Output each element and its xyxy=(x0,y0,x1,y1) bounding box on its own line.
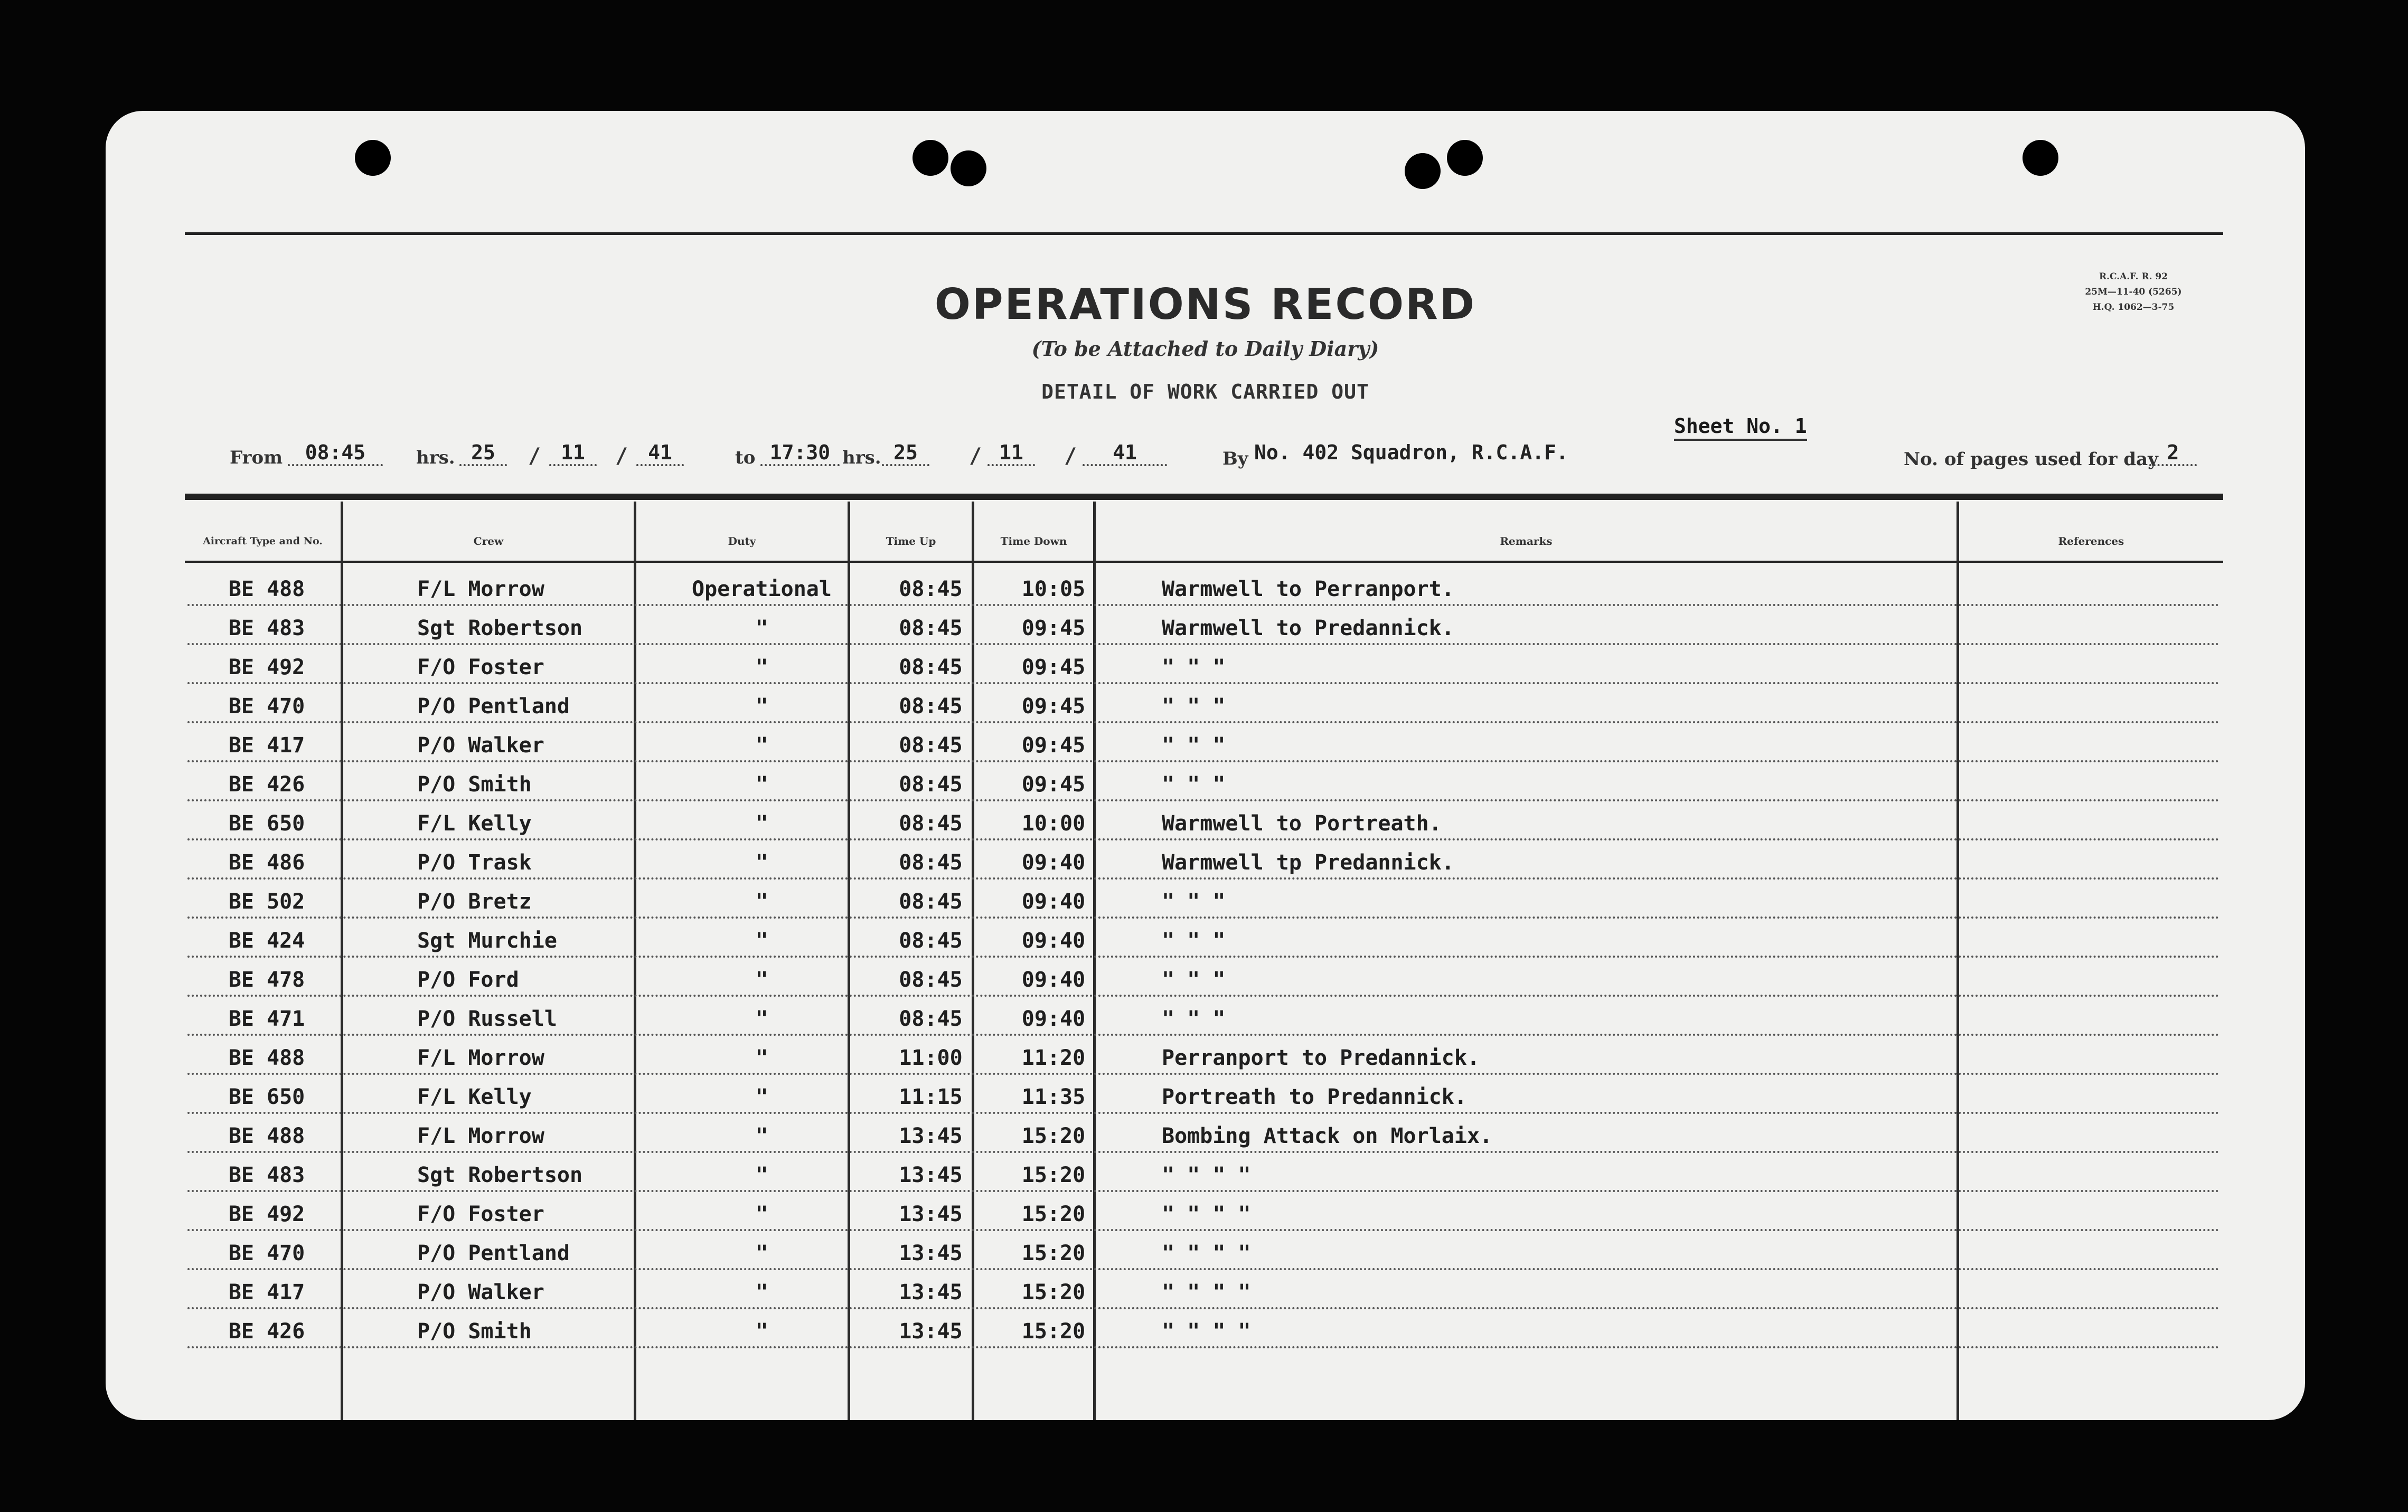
aircraft-cell: BE 492 xyxy=(228,1202,305,1226)
page-subtitle: (To be Attached to Daily Diary) xyxy=(1031,337,1379,361)
aircraft-cell: BE 478 xyxy=(228,968,305,992)
aircraft-cell: BE 650 xyxy=(228,1085,305,1109)
crew-cell: F/L Kelly xyxy=(417,1085,532,1109)
table-row xyxy=(187,877,2221,919)
aircraft-cell: BE 471 xyxy=(228,1007,305,1031)
duty-cell: " xyxy=(755,655,768,679)
aircraft-cell: BE 488 xyxy=(228,1124,305,1148)
remarks-cell: Bombing Attack on Morlaix. xyxy=(1162,1124,1493,1148)
crew-cell: F/L Morrow xyxy=(417,1124,544,1148)
to-year: 41 xyxy=(1083,441,1167,466)
table-row xyxy=(187,721,2221,762)
crew-cell: Sgt Murchie xyxy=(417,929,557,953)
table-row xyxy=(187,1073,2221,1114)
time-down-cell: 09:40 xyxy=(1021,850,1086,875)
date-separator: / xyxy=(615,444,628,468)
hrs-label: hrs. xyxy=(842,447,881,468)
remarks-cell: Warmwell to Perranport. xyxy=(1162,577,1454,601)
aircraft-cell: BE 417 xyxy=(228,1280,305,1305)
table-row xyxy=(187,1034,2221,1075)
crew-cell: P/O Pentland xyxy=(417,694,570,719)
time-up-cell: 13:45 xyxy=(899,1163,963,1187)
duty-cell: " xyxy=(755,1124,768,1148)
aircraft-cell: BE 426 xyxy=(228,1319,305,1344)
duty-cell: " xyxy=(755,850,768,875)
table-row xyxy=(187,760,2221,801)
time-down-cell: 11:35 xyxy=(1021,1085,1086,1109)
punch-hole xyxy=(913,140,948,176)
time-down-cell: 09:40 xyxy=(1021,1007,1086,1031)
crew-cell: P/O Russell xyxy=(417,1007,557,1031)
remarks-cell: " " " xyxy=(1162,694,1226,719)
crew-cell: Sgt Robertson xyxy=(417,1163,583,1187)
time-down-cell: 15:20 xyxy=(1021,1241,1086,1265)
time-up-cell: 13:45 xyxy=(899,1241,963,1265)
aircraft-cell: BE 502 xyxy=(228,890,305,914)
duty-cell: " xyxy=(755,890,768,914)
duty-cell: " xyxy=(755,1085,768,1109)
time-up-cell: 13:45 xyxy=(899,1124,963,1148)
punch-hole xyxy=(951,150,986,186)
date-separator: / xyxy=(1064,444,1077,468)
punch-hole xyxy=(1447,140,1483,176)
duty-cell: " xyxy=(755,772,768,797)
duty-cell: " xyxy=(755,1163,768,1187)
remarks-cell: Perranport to Predannick. xyxy=(1162,1046,1480,1070)
time-down-cell: 09:40 xyxy=(1021,968,1086,992)
from-label: From xyxy=(230,447,283,468)
remarks-cell: " " " xyxy=(1162,890,1226,914)
aircraft-cell: BE 488 xyxy=(228,577,305,601)
col-header-time-down: Time Down xyxy=(1000,535,1067,547)
time-up-cell: 08:45 xyxy=(899,929,963,953)
form-ref-line: 25M—11-40 (5265) xyxy=(2085,287,2182,297)
time-down-cell: 15:20 xyxy=(1021,1124,1086,1148)
aircraft-cell: BE 424 xyxy=(228,929,305,953)
remarks-cell: " " " " xyxy=(1162,1319,1251,1344)
duty-cell: " xyxy=(755,1046,768,1070)
table-row xyxy=(187,604,2221,645)
page-title: OPERATIONS RECORD xyxy=(934,280,1476,329)
remarks-cell: " " " xyxy=(1162,929,1226,953)
crew-cell: F/O Foster xyxy=(417,655,544,679)
aircraft-cell: BE 492 xyxy=(228,655,305,679)
time-up-cell: 08:45 xyxy=(899,655,963,679)
duty-cell: " xyxy=(755,1319,768,1344)
time-up-cell: 08:45 xyxy=(899,1007,963,1031)
crew-cell: P/O Ford xyxy=(417,968,519,992)
time-up-cell: 08:45 xyxy=(899,616,963,640)
col-header-crew: Crew xyxy=(473,535,504,547)
crew-cell: Sgt Robertson xyxy=(417,616,583,640)
aircraft-cell: BE 483 xyxy=(228,1163,305,1187)
remarks-cell: " " " xyxy=(1162,772,1226,797)
time-up-cell: 13:45 xyxy=(899,1202,963,1226)
remarks-cell: Portreath to Predannick. xyxy=(1162,1085,1467,1109)
duty-cell: " xyxy=(755,1202,768,1226)
time-up-cell: 08:45 xyxy=(899,968,963,992)
hrs-label: hrs. xyxy=(416,447,455,468)
remarks-cell: Warmwell to Portreath. xyxy=(1162,811,1442,836)
table-row xyxy=(187,643,2221,684)
time-up-cell: 08:45 xyxy=(899,811,963,836)
remarks-cell: " " " " xyxy=(1162,1202,1251,1226)
duty-cell: " xyxy=(755,1280,768,1305)
pages-value: 2 xyxy=(2149,441,2197,466)
punch-hole xyxy=(355,140,391,176)
table-row xyxy=(187,956,2221,997)
duty-cell: " xyxy=(755,694,768,719)
from-month: 11 xyxy=(549,441,597,466)
crew-cell: P/O Walker xyxy=(417,1280,544,1305)
table-row xyxy=(187,1112,2221,1153)
col-header-remarks: Remarks xyxy=(1500,535,1553,547)
from-time: 08:45 xyxy=(288,441,383,466)
time-up-cell: 13:45 xyxy=(899,1280,963,1305)
header-bottom-rule xyxy=(185,561,2223,563)
time-down-cell: 09:45 xyxy=(1021,694,1086,719)
time-down-cell: 09:40 xyxy=(1021,929,1086,953)
form-ref-line: H.Q. 1062—3-75 xyxy=(2092,302,2175,313)
remarks-cell: " " " xyxy=(1162,655,1226,679)
time-up-cell: 11:15 xyxy=(899,1085,963,1109)
crew-cell: P/O Pentland xyxy=(417,1241,570,1265)
col-header-time-up: Time Up xyxy=(886,535,936,547)
duty-cell: " xyxy=(755,1241,768,1265)
from-year: 41 xyxy=(636,441,684,466)
form-ref-line: R.C.A.F. R. 92 xyxy=(2099,271,2168,282)
header-top-rule xyxy=(185,494,2223,500)
table-row xyxy=(187,1190,2221,1231)
crew-cell: F/L Kelly xyxy=(417,811,532,836)
top-rule xyxy=(185,232,2223,235)
remarks-cell: " " " " xyxy=(1162,1241,1251,1265)
time-down-cell: 09:45 xyxy=(1021,616,1086,640)
remarks-cell: Warmwell tp Predannick. xyxy=(1162,850,1454,875)
punch-hole xyxy=(1405,153,1441,189)
table-row xyxy=(187,1151,2221,1192)
time-up-cell: 08:45 xyxy=(899,733,963,758)
remarks-cell: Warmwell to Predannick. xyxy=(1162,616,1454,640)
remarks-cell: " " " xyxy=(1162,733,1226,758)
aircraft-cell: BE 483 xyxy=(228,616,305,640)
duty-cell: " xyxy=(755,968,768,992)
to-month: 11 xyxy=(987,441,1035,466)
pages-label: No. of pages used for day xyxy=(1904,449,2158,470)
aircraft-cell: BE 486 xyxy=(228,850,305,875)
time-up-cell: 08:45 xyxy=(899,890,963,914)
crew-cell: P/O Smith xyxy=(417,1319,532,1344)
operations-record-card xyxy=(106,111,2305,1420)
crew-cell: F/L Morrow xyxy=(417,1046,544,1070)
time-down-cell: 15:20 xyxy=(1021,1163,1086,1187)
table-row xyxy=(187,1307,2221,1348)
time-up-cell: 08:45 xyxy=(899,772,963,797)
punch-hole xyxy=(2023,140,2058,176)
crew-cell: P/O Trask xyxy=(417,850,532,875)
time-down-cell: 10:00 xyxy=(1021,811,1086,836)
to-time: 17:30 xyxy=(760,441,840,466)
table-row xyxy=(187,916,2221,958)
by-label: By xyxy=(1222,448,1248,469)
time-down-cell: 09:45 xyxy=(1021,655,1086,679)
time-down-cell: 15:20 xyxy=(1021,1202,1086,1226)
aircraft-cell: BE 488 xyxy=(228,1046,305,1070)
to-label: to xyxy=(735,447,756,468)
col-header-references: References xyxy=(2058,535,2124,547)
duty-cell: " xyxy=(755,1007,768,1031)
crew-cell: P/O Smith xyxy=(417,772,532,797)
time-up-cell: 08:45 xyxy=(899,694,963,719)
to-day: 25 xyxy=(882,441,929,466)
table-row xyxy=(187,1229,2221,1270)
time-down-cell: 09:45 xyxy=(1021,772,1086,797)
period-line xyxy=(106,441,2305,478)
remarks-cell: " " " xyxy=(1162,968,1226,992)
table-row xyxy=(187,1268,2221,1309)
table-row xyxy=(187,682,2221,723)
aircraft-cell: BE 470 xyxy=(228,694,305,719)
time-up-cell: 13:45 xyxy=(899,1319,963,1344)
table-row xyxy=(187,995,2221,1036)
remarks-cell: " " " " xyxy=(1162,1163,1251,1187)
unit-name: No. 402 Squadron, R.C.A.F. xyxy=(1254,441,1568,464)
time-up-cell: 08:45 xyxy=(899,850,963,875)
sheet-number: Sheet No. 1 xyxy=(1674,414,1807,441)
col-header-aircraft: Aircraft Type and No. xyxy=(203,535,323,547)
crew-cell: F/O Foster xyxy=(417,1202,544,1226)
aircraft-cell: BE 426 xyxy=(228,772,305,797)
time-down-cell: 09:40 xyxy=(1021,890,1086,914)
aircraft-cell: BE 417 xyxy=(228,733,305,758)
duty-cell: " xyxy=(755,811,768,836)
date-separator: / xyxy=(528,444,541,468)
date-separator: / xyxy=(969,444,982,468)
time-down-cell: 15:20 xyxy=(1021,1319,1086,1344)
col-header-duty: Duty xyxy=(728,535,756,547)
aircraft-cell: BE 650 xyxy=(228,811,305,836)
duty-cell: " xyxy=(755,616,768,640)
remarks-cell: " " " xyxy=(1162,1007,1226,1031)
crew-cell: P/O Bretz xyxy=(417,890,532,914)
duty-cell: " xyxy=(755,733,768,758)
detail-heading: DETAIL OF WORK CARRIED OUT xyxy=(1041,380,1369,403)
crew-cell: F/L Morrow xyxy=(417,577,544,601)
table-row xyxy=(187,838,2221,880)
table-row xyxy=(187,565,2221,606)
time-down-cell: 10:05 xyxy=(1021,577,1086,601)
crew-cell: P/O Walker xyxy=(417,733,544,758)
time-down-cell: 09:45 xyxy=(1021,733,1086,758)
from-day: 25 xyxy=(459,441,507,466)
remarks-cell: " " " " xyxy=(1162,1280,1251,1305)
time-down-cell: 11:20 xyxy=(1021,1046,1086,1070)
duty-cell: Operational xyxy=(692,577,832,601)
table-row xyxy=(187,799,2221,840)
time-down-cell: 15:20 xyxy=(1021,1280,1086,1305)
time-up-cell: 11:00 xyxy=(899,1046,963,1070)
time-up-cell: 08:45 xyxy=(899,577,963,601)
duty-cell: " xyxy=(755,929,768,953)
aircraft-cell: BE 470 xyxy=(228,1241,305,1265)
